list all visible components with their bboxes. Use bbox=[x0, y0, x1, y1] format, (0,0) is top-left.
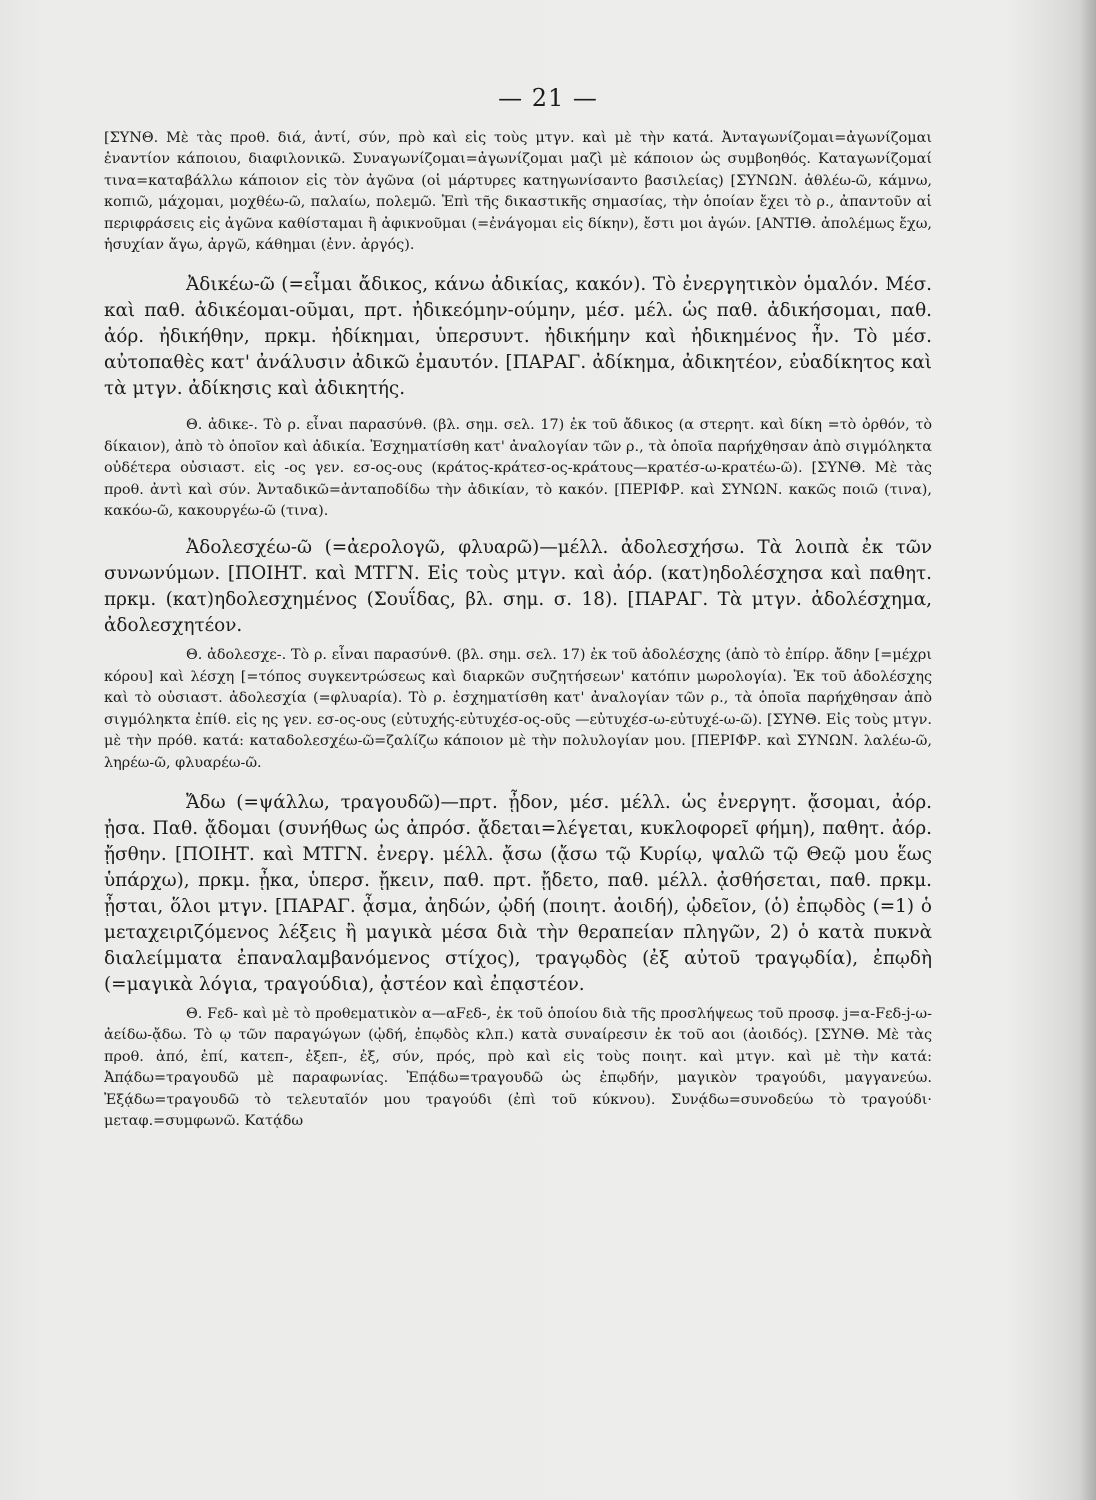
entry-adikeo: Ἀδικέω-ῶ (=εἶμαι ἄδικος, κάνω ἀδικίας, κακόν). Τὸ ἐνεργητικὸν ὁμαλόν. Μέσ. καὶ παθ. ἀδικέομαι-οῦμαι, πρτ. ἠδικεόμην-ούμην, μέσ. μέλ. ὡς παθ. ἀδικήσομαι, παθ. ἀόρ. ἠδικήθην, πρκμ. ἠδίκημαι, ὑπερσυντ. ἠδικήμην καὶ ἠδικημένος ἦν. Τὸ μέσ. αὐτοπαθὲς κατ' ἀνάλυσιν ἀδικῶ ἐμαυτόν. [ΠΑΡΑΓ. ἀδίκημα, ἀδικητέον, εὐαδίκητος καὶ τὰ μτγν. ἀδίκησις καὶ ἀδικητής. bbox=[104, 274, 932, 400]
entry-adoleskheo: Ἀδολεσχέω-ῶ (=ἀερολογῶ, φλυαρῶ)—μέλλ. ἀδολεσχήσω. Τὰ λοιπὰ ἐκ τῶν συνωνύμων. [ΠΟΙΗΤ. καὶ ΜΤΓΝ. Εἰς τοὺς μτγν. καὶ ἀόρ. (κατ)ηδολέσχησα καὶ παθητ. πρκμ. (κατ)ηδολεσχημένος (Σουΐδας, βλ. σημ. σ. 18). [ΠΑΡΑΓ. Τὰ μτγν. ἀδολέσχημα, ἀδολεσχητέον. bbox=[104, 537, 932, 637]
entry-ado: Ἄδω (=ψάλλω, τραγουδῶ)—πρτ. ᾖδον, μέσ. μέλλ. ὡς ἐνεργητ. ᾄσομαι, ἀόρ. ᾐσα. Παθ. ᾄδομαι (συνήθως ὡς ἀπρόσ. ᾄδεται=λέγεται, κυκλοφορεῖ φήμη), παθητ. ἀόρ. ᾔσθην. [ΠΟΙΗΤ. καὶ ΜΤΓΝ. ἐνεργ. μέλλ. ᾄσω (ᾄσω τῷ Κυρίῳ, ψαλῶ τῷ Θεῷ μου ἕως ὑπάρχω), πρκμ. ᾖκα, ὑπερσ. ᾔκειν, παθ. πρτ. ᾔδετο, παθ. μέλλ. ᾀσθήσεται, παθ. πρκμ. ᾖσται, ὅλοι μτγν. [ΠΑΡΑΓ. ᾆσμα, ἀηδών, ᾠδή (ποιητ. ἀοιδή), ᾠδεῖον, (ὁ) ἐπῳδὸς (=1) ὁ μεταχειριζόμενος λέξεις ἢ μαγικὰ μέσα διὰ τὴν θεραπείαν πληγῶν, 2) ὁ κατὰ πυκνὰ διαλείμματα ἐπαναλαμβανόμενος στίχος), τραγῳδὸς (ἐξ αὐτοῦ τραγῳδία), ἐπῳδὴ (=μαγικὰ λόγια, τραγούδια), ᾀστέον καὶ ἐπᾳστέον. bbox=[104, 791, 932, 995]
entry-adoleskheo-theme-note: Θ. ἀδολεσχε-. Τὸ ρ. εἶναι παρασύνθ. (βλ. σημ. σελ. 17) ἐκ τοῦ ἀδολέσχης (ἀπὸ τὸ ἐπίρρ. ἄδην [=μέχρι κόρου] καὶ λέσχη [=τόπος συγκεντρώσεως καὶ διαρκῶν συζητήσεων' κατόπιν μωρολογία). Ἐκ τοῦ ἀδολέσχης καὶ τὸ οὐσιαστ. ἀδολεσχία (=φλυαρία). Τὸ ρ. ἐσχηματίσθη κατ' ἀναλογίαν τῶν ρ., τὰ ὁποῖα παρήχθησαν ἀπὸ σιγμόληκτα ἐπίθ. εἰς ης γεν. εσ-ος-ους (εὐτυχής-εὐτυχέσ-ος-οῦς —εὐτυχέσ-ω-εὐτυχέ-ω-ῶ). [ΣΥΝΘ. Εἰς τοὺς μτγν. μὲ τὴν πρόθ. κατά: καταδολεσχέω-ῶ=ζαλίζω κάποιον μὲ τὴν πολυλογίαν μου. [ΠΕΡΙΦΡ. καὶ ΣΥΝΩΝ. λαλέω-ῶ, ληρέω-ῶ, φλυαρέω-ῶ. bbox=[104, 647, 932, 771]
synthesis-paragraph-agonizomai: [ΣΥΝΘ. Μὲ τὰς προθ. διά, ἀντί, σύν, πρὸ καὶ εἰς τοὺς μτγν. καὶ μὲ τὴν κατά. Ἀνταγωνίζομαι=ἀγωνίζομαι ἐναντίον κάποιου, διαφιλονικῶ. Συναγωνίζομαι=ἀγωνίζομαι μαζὶ μὲ κάποιον ὡς συμβοηθός. Καταγωνίζομαί τινα=καταβάλλω κάποιον εἰς τὸν ἀγῶνα (οἱ μάρτυρες κατηγωνίσαντο βασιλείας) [ΣΥΝΩΝ. ἀθλέω-ῶ, κάμνω, κοπιῶ, μάχομαι, μοχθέω-ῶ, παλαίω, πολεμῶ. Ἐπὶ τῆς δικαστικῆς σημασίας, τὴν ὁποίαν ἔχει τὸ ρ., ἀπαντοῦν αἱ περιφράσεις εἰς ἀγῶνα καθίσταμαι ἢ ἀφικνοῦμαι (=ἐνάγομαι εἰς δίκην), ἔστι μοι ἀγών. [ΑΝΤΙΘ. ἀπολέμως ἔχω, ἡσυχίαν ἄγω, ἀργῶ, κάθημαι (ἐνν. ἀργός). bbox=[104, 130, 932, 254]
entry-adikeo-theme-note: Θ. ἀδικε-. Τὸ ρ. εἶναι παρασύνθ. (βλ. σημ. σελ. 17) ἐκ τοῦ ἄδικος (α στερητ. καὶ δίκη =τὸ ὀρθόν, τὸ δίκαιον), ἀπὸ τὸ ὁποῖον καὶ ἀδικία. Ἐσχηματίσθη κατ' ἀναλογίαν τῶν ρ., τὰ ὁποῖα παρήχθησαν ἀπὸ σιγμόληκτα οὐδέτερα οὐσιαστ. εἰς -ος γεν. εσ-ος-ους (κράτος-κράτεσ-ος-κράτους—κρατέσ-ω-κρατέω-ῶ). [ΣΥΝΘ. Μὲ τὰς προθ. ἀντὶ καὶ σύν. Ἀνταδικῶ=ἀνταποδίδω τὴν ἀδικίαν, τὸ κακόν. [ΠΕΡΙΦΡ. καὶ ΣΥΝΩΝ. κακῶς ποιῶ (τινα), κακόω-ῶ, κακουργέω-ῶ (τινα). bbox=[104, 417, 932, 520]
page-edge-shadow bbox=[1080, 0, 1096, 1500]
entry-ado-theme-note: Θ. Fεδ- καὶ μὲ τὸ προθεματικὸν α—αFεδ-, ἐκ τοῦ ὁποίου διὰ τῆς προσλήψεως τοῦ προσφ. j=α-Fεδ-j-ω-ἀείδω-ᾄδω. Τὸ ῳ τῶν παραγώγων (ᾠδή, ἐπῳδὸς κλπ.) κατὰ συναίρεσιν ἐκ τοῦ αοι (ἀοιδός). [ΣΥΝΘ. Μὲ τὰς προθ. ἀπό, ἐπί, κατεπ-, ἐξεπ-, ἐξ, σύν, πρός, πρὸ καὶ εἰς τοὺς ποιητ. καὶ μτγν. καὶ μὲ τὴν κατά: Ἀπᾴδω=τραγουδῶ μὲ παραφωνίας. Ἐπᾴδω=τραγουδῶ ὡς ἐπῳδήν, μαγικὸν τραγούδι, μαγγανεύω. Ἐξᾴδω=τραγουδῶ τὸ τελευταῖόν μου τραγούδι (ἐπὶ τοῦ κύκνου). Συνᾴδω=συνοδεύω τὸ τραγούδι· μεταφ.=συμφωνῶ. Κατᾴδω bbox=[104, 1005, 932, 1129]
dictionary-text-body bbox=[104, 128, 932, 1132]
page-number: — 21 — bbox=[498, 84, 598, 112]
